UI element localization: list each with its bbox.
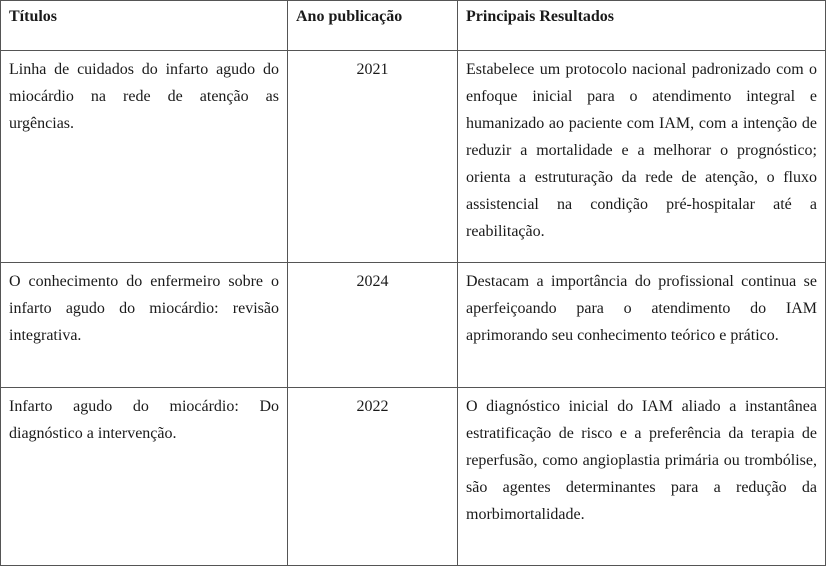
table-header bbox=[1, 1, 826, 51]
row-title: Infarto agudo do miocárdio: Do diagnóstico a intervenção. bbox=[1, 388, 288, 566]
header-results: Principais Resultados bbox=[458, 1, 826, 51]
row-result: Destacam a importância do profissional continua se aperfeiçoando para o atendimento do IAM aprimorando seu conhecimento teórico e prático. bbox=[458, 263, 826, 388]
header-row bbox=[1, 1, 826, 51]
row-year: 2022 bbox=[288, 388, 458, 566]
header-year: Ano publicação bbox=[288, 1, 458, 51]
header-titles: Títulos bbox=[1, 1, 288, 51]
row-title: O conhecimento do enfermeiro sobre o infarto agudo do miocárdio: revisão integrativa. bbox=[1, 263, 288, 388]
table-row bbox=[1, 51, 826, 263]
row-result: Estabelece um protocolo nacional padronizado com o enfoque inicial para o atendimento integral e humanizado ao paciente com IAM, com a intenção de reduzir a mortalidade e a melhorar o prognóstico; orienta a estruturação da rede de atenção, o fluxo assistencial na condição pré-hospitalar até a reabilitação. bbox=[458, 51, 826, 263]
row-year: 2021 bbox=[288, 51, 458, 263]
row-title: Linha de cuidados do infarto agudo do miocárdio na rede de atenção as urgências. bbox=[1, 51, 288, 263]
table-row bbox=[1, 388, 826, 566]
table-body bbox=[1, 51, 826, 566]
table-row bbox=[1, 263, 826, 388]
row-result: O diagnóstico inicial do IAM aliado a instantânea estratificação de risco e a preferência da terapia de reperfusão, como angioplastia primária ou trombólise, são agentes determinantes para a redução da morbimortalidade. bbox=[458, 388, 826, 566]
row-year: 2024 bbox=[288, 263, 458, 388]
